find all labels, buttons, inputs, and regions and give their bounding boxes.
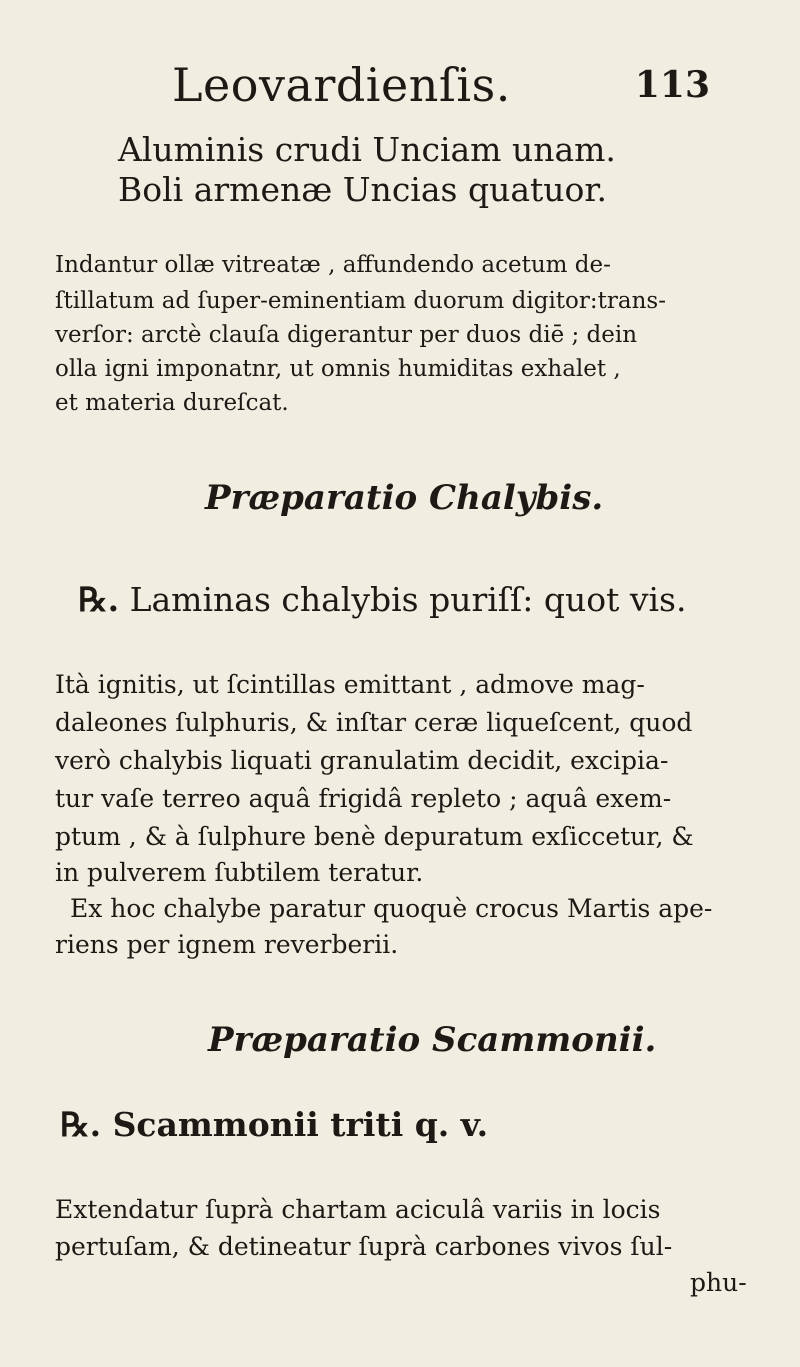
section-heading: Præparatio Scammonii. (208, 1020, 657, 1060)
paragraph-line: Indantur ollæ vitreatæ , affundendo acetum de- (55, 252, 611, 278)
paragraph-line: Ex hoc chalybe paratur quoquè crocus Martis ape- (70, 894, 713, 923)
ingredient-line: Aluminis crudi Unciam unam. (118, 130, 616, 169)
recipe-symbol: ℞. (60, 1105, 102, 1144)
recipe-text: Laminas chalybis puriſſ: quot vis. (129, 580, 687, 619)
running-head-title: Leovardienſis. (172, 58, 511, 112)
paragraph-line: Ità ignitis, ut ſcintillas emittant , admove mag- (55, 670, 645, 699)
paragraph-line: Extendatur ſuprà chartam aciculâ variis in locis (55, 1195, 661, 1224)
page-number: 113 (634, 64, 710, 106)
paragraph-line: in pulverem ſubtilem teratur. (55, 858, 424, 887)
section-heading: Præparatio Chalybis. (205, 478, 604, 518)
paragraph-line: et materia dureſcat. (55, 390, 289, 416)
paragraph-line: tur vaſe terreo aquâ frigidâ repleto ; aquâ exem- (55, 784, 672, 813)
recipe-line (78, 580, 686, 619)
paragraph-line: ſtillatum ad ſuper-eminentiam duorum digitor:trans- (55, 288, 666, 314)
ingredient-line: Boli armenæ Uncias quatuor. (118, 170, 608, 209)
paragraph-line: riens per ignem reverberii. (55, 930, 399, 959)
catchword: phu- (690, 1268, 747, 1297)
paragraph-line: verſor: arctè clauſa digerantur per duos diē ; dein (55, 322, 638, 348)
running-head (150, 58, 710, 118)
recipe-symbol: ℞. (78, 580, 120, 619)
recipe-text: Scammonii triti q. v. (112, 1105, 489, 1144)
paragraph-line: ptum , & à ſulphure benè depuratum exſiccetur, & (55, 822, 694, 851)
paragraph-line: verò chalybis liquati granulatim decidit, excipia- (55, 746, 669, 775)
recipe-line (60, 1105, 488, 1144)
paragraph-line: daleones ſulphuris, & inſtar ceræ liqueſcent, quod (55, 708, 693, 737)
paragraph-line: olla igni imponatnr, ut omnis humiditas exhalet , (55, 356, 621, 382)
paragraph-line: pertuſam, & detineatur ſuprà carbones vivos ſul- (55, 1232, 673, 1261)
